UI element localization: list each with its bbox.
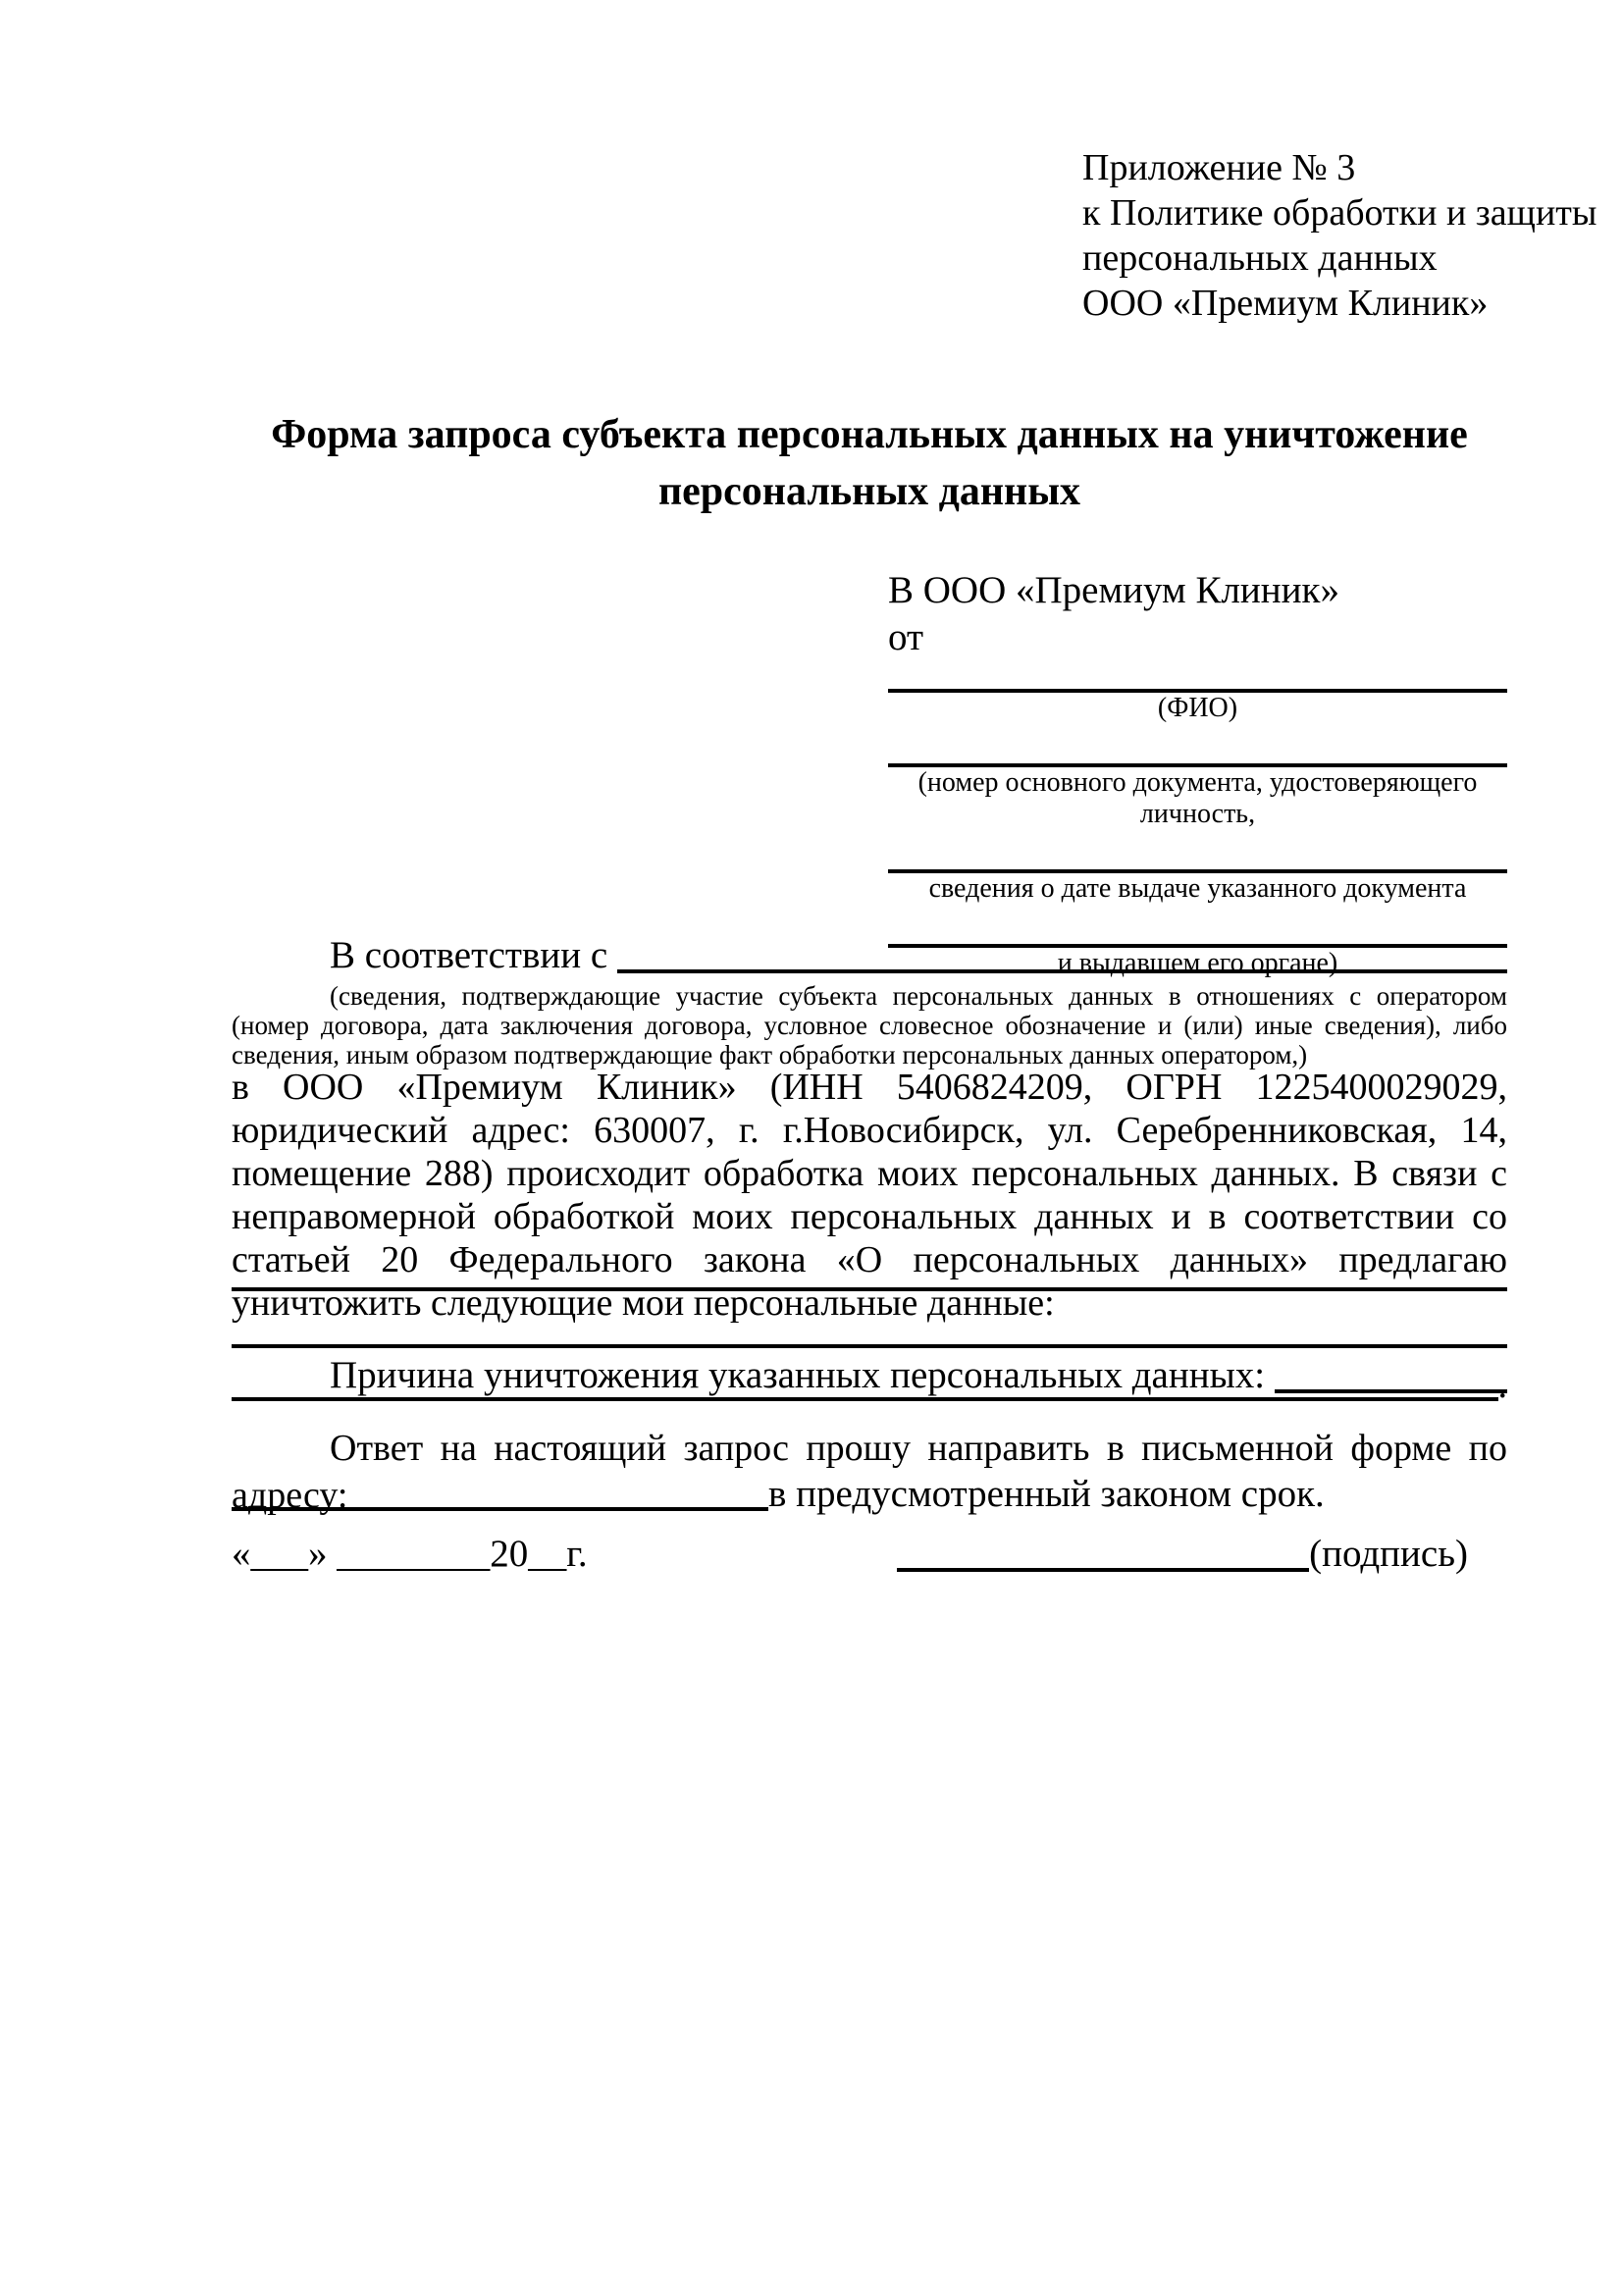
appendix-header-line-1: Приложение № 3 [1082,147,1356,188]
issue-date-caption: сведения о дате выдаче указанного документа [928,873,1467,904]
addressee-from-label: от [888,616,924,658]
fio-blank-line [888,661,1507,693]
issuing-authority-caption: и выдавшем его органе) [1057,948,1338,978]
document-number-blank-line [888,732,1507,767]
reason-blank-line-2 [232,1364,1507,1407]
reason-label: Причина уничтожения указанных персональных данных: [330,1354,1266,1396]
personal-data-blank-line-2 [232,1344,1507,1348]
answer-tail-text: в предусмотренный законом срок. [768,1473,1325,1515]
address-blank-line [232,1472,768,1511]
appendix-header-line-3: персональных данных [1082,237,1438,279]
document-number-caption: (номер основного документа, удостоверяющего личность, [917,767,1478,829]
date-signature-row [232,1531,1507,1578]
reason-line-end-period: . [1497,1365,1507,1406]
accordance-row [232,932,1507,979]
signature-blank-line [897,1531,1309,1572]
appendix-header-line-4: ООО «Премиум Клиник» [1082,283,1489,324]
signature-block [897,1531,1468,1578]
personal-data-blank-line-1 [232,1287,1507,1291]
addressee-block [888,567,1507,979]
issue-date-blank-line [888,838,1507,873]
fio-caption: (ФИО) [1157,693,1238,723]
reason-blank-line-2-rule [232,1364,1498,1401]
addressee-to: В ООО «Премиум Клиник» [888,569,1339,611]
answer-sentence: Ответ на настоящий запрос прошу направить в письменной форме по адресу: [232,1428,1507,1516]
document-title: Форма запроса субъекта персональных данных на уничтожение персональных данных [271,412,1468,514]
date-line: «___» ________20__г. [232,1533,588,1575]
accordance-note: (сведения, подтверждающие участие субъекта персональных данных в отношениях с оператором (номер договора, дата заключения договора, условное словесное обозначение и (или) иные сведения), либо сведения, иным образом подтверждающие факт обработки персональных данных оператором,) [232,981,1507,1070]
accordance-lead: В соответствии с [330,934,608,976]
accordance-blank-line [617,932,1507,973]
appendix-header-line-2: к Политике обработки и защиты [1082,192,1597,234]
body-paragraph: в ООО «Премиум Клиник» (ИНН 5406824209, ОГРН 1225400029029, юридический адрес: 630007, г. г.Новосибирск, ул. Серебренниковская, 14, помещение 288) происходит обработка моих персональных данных. В связи с неправомерной обработкой моих персональных данных и в соответствии со статьей 20 Федерального закона «О персональных данных» предлагаю уничтожить следующие мои персональные данные: [232,1067,1507,1324]
appendix-header [1082,145,1612,326]
answer-tail-row [232,1472,1507,1517]
signature-caption: (подпись) [1309,1533,1468,1575]
